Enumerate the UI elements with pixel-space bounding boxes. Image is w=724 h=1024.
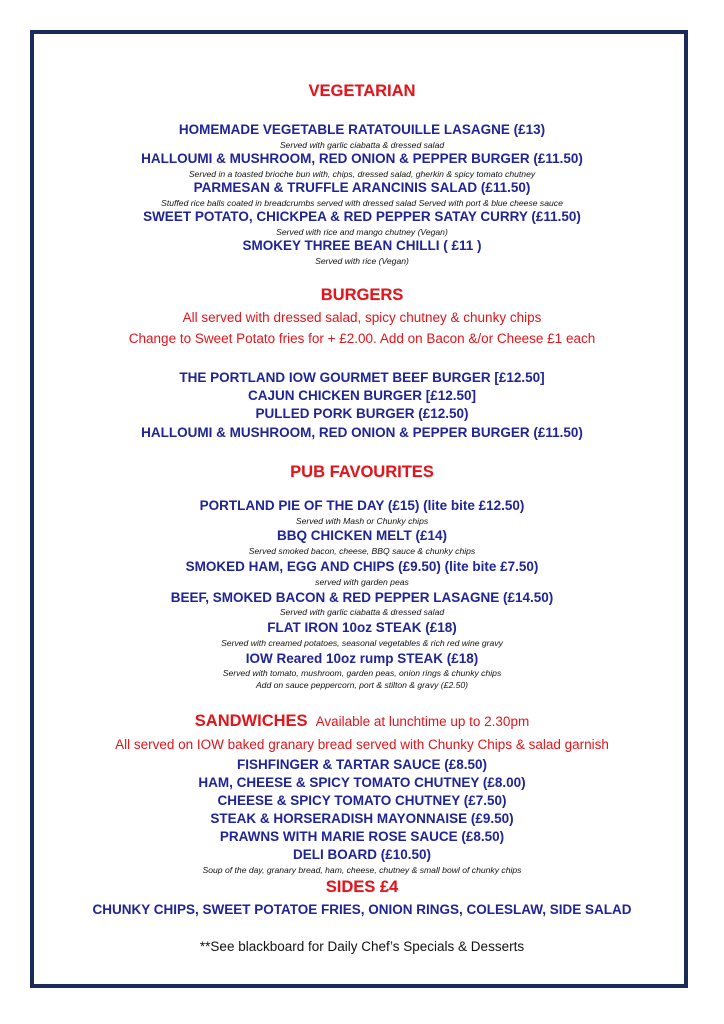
menu-item-sauce-note: Add on sauce peppercorn, port & stilton & gravy (£2.50) (255, 680, 469, 690)
menu-item-description: Served with tomato, mushroom, garden peas, onion rings & chunky chips (222, 668, 502, 678)
menu-item-name: HALLOUMI & MUSHROOM, RED ONION & PEPPER BURGER (£11.50) (141, 425, 583, 440)
menu-item-description: Served with creamed potatoes, seasonal vegetables & rich red wine gravy (221, 638, 503, 648)
menu-item-description: Served smoked bacon, cheese, BBQ sauce & chunky chips (248, 546, 476, 556)
menu-item-name: SMOKEY THREE BEAN CHILLI ( £11 ) (242, 238, 482, 253)
menu-item-name: STEAK & HORSERADISH MAYONNAISE (£9.50) (210, 811, 514, 826)
menu-item-name: FISHFINGER & TARTAR SAUCE (£8.50) (236, 757, 488, 772)
burgers-note: All served with dressed salad, spicy chutney & chunky chips (182, 310, 542, 325)
sandwiches-heading: SANDWICHES (194, 712, 308, 730)
menu-item-name: BBQ CHICKEN MELT (£14) (276, 528, 447, 543)
sandwiches-availability: Available at lunchtime up to 2.30pm (315, 714, 530, 729)
menu-item-description: served with garden peas (315, 577, 409, 587)
menu-item-name: HOMEMADE VEGETABLE RATATOUILLE LASAGNE (£13) (178, 122, 546, 137)
menu-item-description: Soup of the day, granary bread, ham, cheese, chutney & small bowl of chunky chips (202, 865, 522, 875)
burgers-upgrade-note: Change to Sweet Potato fries for + £2.00. Add on Bacon &/or Cheese £1 each (128, 331, 596, 346)
menu-item-name: HALLOUMI & MUSHROOM, RED ONION & PEPPER BURGER (£11.50) (141, 151, 583, 166)
menu-item-name: SWEET POTATO, CHICKPEA & RED PEPPER SATAY CURRY (£11.50) (143, 209, 581, 224)
menu-item-description: Served with rice and mango chutney (Vegan) (276, 227, 448, 237)
menu-item-description: Served in a toasted brioche bun with, chips, dressed salad, gherkin & spicy tomato chutney (188, 169, 536, 179)
menu-item-name: BEEF, SMOKED BACON & RED PEPPER LASAGNE (£14.50) (170, 590, 554, 605)
menu-item-description: Served with rice (Vegan) (315, 256, 409, 266)
menu-item-name: SMOKED HAM, EGG AND CHIPS (£9.50) (lite bite £7.50) (185, 559, 539, 574)
sides-list: CHUNKY CHIPS, SWEET POTATOE FRIES, ONION RINGS, COLESLAW, SIDE SALAD (92, 902, 632, 917)
vegetarian-heading: VEGETARIAN (308, 82, 416, 100)
menu-item-name: CAJUN CHICKEN BURGER [£12.50] (247, 388, 477, 403)
sandwiches-heading-row (0, 712, 724, 731)
specials-footer-note: **See blackboard for Daily Chef’s Specials & Desserts (199, 939, 525, 954)
menu-item-name: PORTLAND PIE OF THE DAY (£15) (lite bite £12.50) (199, 498, 525, 513)
menu-item-name: HAM, CHEESE & SPICY TOMATO CHUTNEY (£8.00) (198, 775, 526, 790)
menu-item-name: PULLED PORK BURGER (£12.50) (255, 406, 469, 421)
menu-item-description: Stuffed rice balls coated in breadcrumbs served with dressed salad Served with port & blue cheese sauce (161, 198, 563, 208)
menu-item-description: Served with garlic ciabatta & dressed salad (279, 607, 445, 617)
menu-item-name: CHEESE & SPICY TOMATO CHUTNEY (£7.50) (217, 793, 507, 808)
menu-item-name: IOW Reared 10oz rump STEAK (£18) (245, 651, 479, 666)
pub-favourites-heading: PUB FAVOURITES (290, 463, 434, 481)
sides-heading: SIDES £4 (325, 878, 399, 896)
burgers-heading: BURGERS (320, 286, 404, 304)
menu-item-name: DELI BOARD (£10.50) (292, 847, 432, 862)
menu-item-name: THE PORTLAND IOW GOURMET BEEF BURGER [£12.50] (179, 370, 545, 385)
menu-item-description: Served with Mash or Chunky chips (295, 516, 429, 526)
menu-item-description: Served with garlic ciabatta & dressed salad (279, 140, 445, 150)
menu-item-name: FLAT IRON 10oz STEAK (£18) (267, 620, 457, 635)
menu-item-name: PARMESAN & TRUFFLE ARANCINIS SALAD (£11.50) (193, 180, 531, 195)
menu-item-name: PRAWNS WITH MARIE ROSE SAUCE (£8.50) (219, 829, 505, 844)
sandwiches-note: All served on IOW baked granary bread served with Chunky Chips & salad garnish (115, 737, 609, 752)
